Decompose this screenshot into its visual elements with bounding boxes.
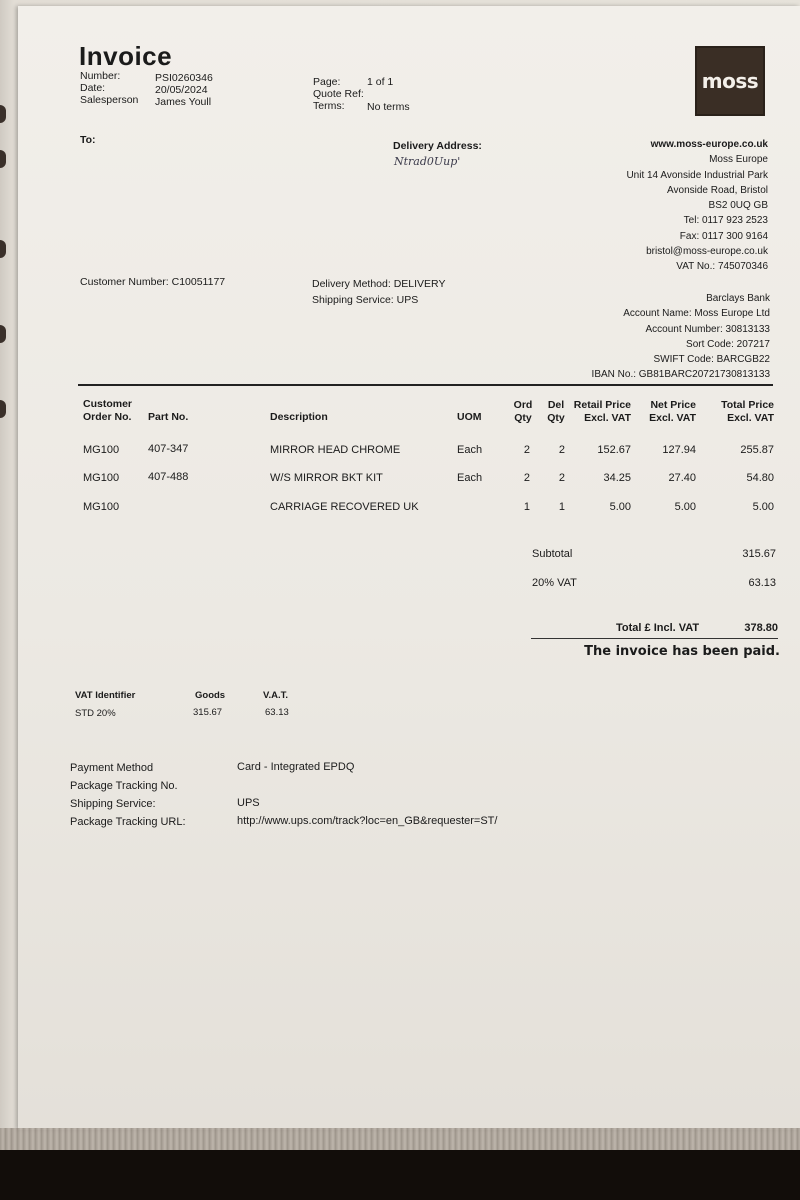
cell-order: MG100 xyxy=(83,501,120,513)
delivery-address-label: Delivery Address: xyxy=(393,140,482,152)
delivery-address-redacted: Ntrad0Uup' xyxy=(394,155,461,168)
cell-total: 54.80 xyxy=(746,472,774,484)
cell-net: 127.94 xyxy=(662,444,696,456)
th-uom: UOM xyxy=(457,411,482,423)
bank-name: Barclays Bank xyxy=(706,293,770,304)
cell-uom: Each xyxy=(457,444,483,456)
shipping-service-label: Shipping Service: xyxy=(70,798,156,810)
terms-value: No terms xyxy=(367,101,410,113)
subtotal-value: 315.67 xyxy=(742,548,776,560)
company-fax: Fax: 0117 300 9164 xyxy=(679,230,768,242)
bank-details xyxy=(592,291,770,383)
cell-part: 407-488 xyxy=(148,471,189,483)
cell-part: 407-347 xyxy=(148,443,189,455)
number-label: Number: xyxy=(80,70,121,82)
salesperson-value: James Youll xyxy=(155,96,212,108)
subtotal-label: Subtotal xyxy=(532,548,573,560)
cell-del-qty: 2 xyxy=(558,472,565,484)
moss-logo xyxy=(695,46,765,116)
total-value: 378.80 xyxy=(744,622,778,634)
total-label: Total £ Incl. VAT xyxy=(616,622,700,634)
company-postcode: BS2 0UQ GB xyxy=(708,200,768,212)
th-retail-price: Retail Price Excl. VAT xyxy=(573,399,631,424)
customer-number: Customer Number: C10051177 xyxy=(80,276,226,288)
cell-retail: 5.00 xyxy=(609,501,631,513)
goods-value: 315.67 xyxy=(193,707,223,718)
bank-account-name: Account Name: Moss Europe Ltd xyxy=(623,308,770,320)
cell-total: 5.00 xyxy=(752,501,774,513)
company-website: www.moss-europe.co.uk xyxy=(650,139,768,150)
vat-summary-value: 63.13 xyxy=(265,707,289,718)
delivery-method: Delivery Method: DELIVERY xyxy=(312,278,446,290)
page-value: 1 of 1 xyxy=(367,76,394,88)
company-line2: Avonside Road, Bristol xyxy=(667,184,768,196)
tracking-url-label: Package Tracking URL: xyxy=(70,816,186,828)
date-label: Date: xyxy=(80,82,106,94)
vat-value: 63.13 xyxy=(748,577,776,589)
company-address xyxy=(626,137,768,275)
cell-ord-qty: 2 xyxy=(523,444,530,456)
cell-ord-qty: 1 xyxy=(523,501,530,513)
invoice-number: PSI0260346 xyxy=(155,72,213,84)
tracking-no-label: Package Tracking No. xyxy=(70,780,178,792)
payment-method-value: Card - Integrated EPDQ xyxy=(237,761,355,773)
cell-del-qty: 2 xyxy=(558,444,565,456)
cell-description: MIRROR HEAD CHROME xyxy=(270,444,401,456)
cell-del-qty: 1 xyxy=(558,501,565,513)
shipping-service-value: UPS xyxy=(237,797,260,809)
to-label: To: xyxy=(80,134,96,146)
payment-method-label: Payment Method xyxy=(70,762,154,774)
invoice-date: 20/05/2024 xyxy=(155,84,208,96)
th-ord-qty: Ord Qty xyxy=(513,399,533,424)
th-part-no: Part No. xyxy=(148,411,189,423)
cell-net: 27.40 xyxy=(668,472,696,484)
total-rule xyxy=(531,638,778,639)
cell-order: MG100 xyxy=(83,472,120,484)
tracking-url: http://www.ups.com/track?loc=en_GB&requester=ST/ xyxy=(237,815,498,827)
th-del-qty: Del Qty xyxy=(547,399,565,424)
company-email: bristol@moss-europe.co.uk xyxy=(646,246,768,258)
vat-header: V.A.T. xyxy=(263,690,288,701)
salesperson-label: Salesperson xyxy=(80,94,139,106)
cell-order: MG100 xyxy=(83,444,120,456)
cell-uom: Each xyxy=(457,472,483,484)
shipping-service-line: Shipping Service: UPS xyxy=(312,294,419,306)
company-name: Moss Europe xyxy=(709,154,768,166)
logo-text: moss xyxy=(701,69,759,93)
th-net-price: Net Price Excl. VAT xyxy=(649,399,696,424)
th-total-price: Total Price Excl. VAT xyxy=(721,399,774,424)
cell-total: 255.87 xyxy=(740,444,774,456)
bank-account-number: Account Number: 30813133 xyxy=(645,323,770,335)
company-vat-no: VAT No.: 745070346 xyxy=(676,261,768,273)
company-tel: Tel: 0117 923 2523 xyxy=(683,215,768,227)
vat-identifier-value: STD 20% xyxy=(75,708,116,719)
vat-identifier-header: VAT Identifier xyxy=(75,690,136,701)
background-surface xyxy=(0,1150,800,1200)
invoice-page xyxy=(18,6,800,1130)
goods-header: Goods xyxy=(195,690,226,701)
invoice-title: Invoice xyxy=(79,41,173,71)
cell-description: CARRIAGE RECOVERED UK xyxy=(270,501,419,513)
cell-description: W/S MIRROR BKT KIT xyxy=(270,472,383,484)
quote-ref-label: Quote Ref: xyxy=(313,88,364,100)
cell-retail: 152.67 xyxy=(597,444,631,456)
bank-iban: IBAN No.: GB81BARC20721730813133 xyxy=(591,369,770,381)
header-divider xyxy=(78,384,773,386)
bank-swift: SWIFT Code: BARCGB22 xyxy=(653,354,770,366)
terms-label: Terms: xyxy=(313,100,345,112)
cell-net: 5.00 xyxy=(674,501,696,513)
cell-retail: 34.25 xyxy=(603,472,631,484)
bank-sort-code: Sort Code: 207217 xyxy=(686,338,770,350)
th-customer-order: Customer Order No. xyxy=(83,398,133,423)
company-line1: Unit 14 Avonside Industrial Park xyxy=(626,169,768,181)
paid-note: The invoice has been paid. xyxy=(584,644,780,659)
th-description: Description xyxy=(270,411,328,423)
page-label: Page: xyxy=(313,76,341,88)
cell-ord-qty: 2 xyxy=(523,472,530,484)
vat-label: 20% VAT xyxy=(532,577,577,589)
